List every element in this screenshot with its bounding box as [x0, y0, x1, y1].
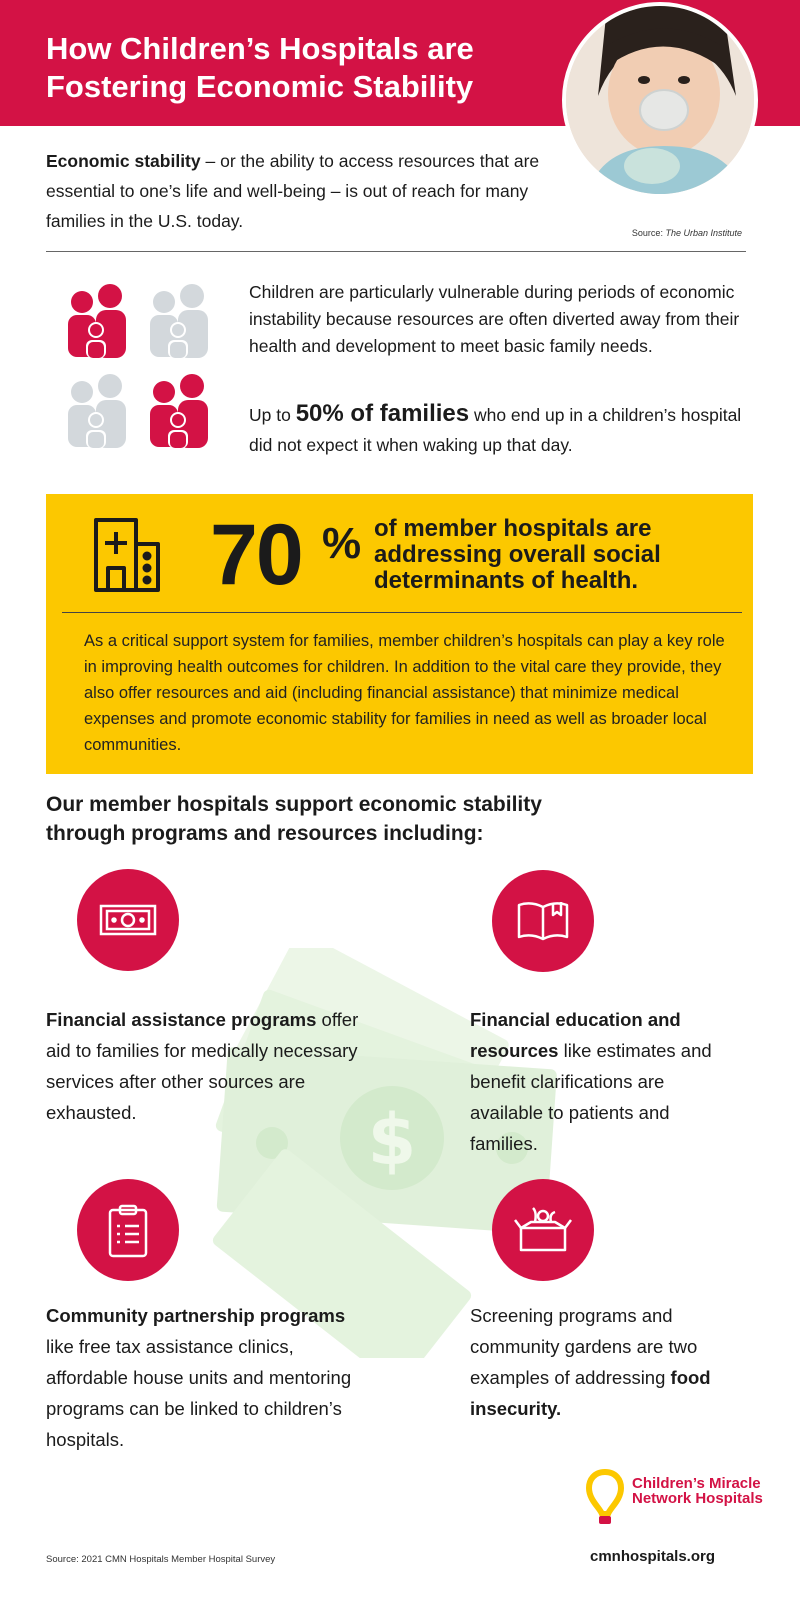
programs-heading: Our member hospitals support economic stability through programs and resources including:	[46, 793, 542, 845]
intro-text: – or the ability to access resources that are essential to one’s life and well-being – is out of reach for many families in the U.S. today.	[46, 151, 540, 231]
program-text: offer aid to families for medically necessary services after other sources are exhausted.	[46, 1009, 359, 1123]
families-stat-prefix: Up to	[249, 405, 296, 425]
food-box-icon	[513, 1200, 573, 1260]
program-icon-circle	[492, 870, 594, 972]
program-financial-education	[470, 1004, 740, 1159]
hospital-building-icon	[92, 516, 162, 594]
child-photo	[562, 2, 758, 198]
program-icon-circle	[77, 869, 179, 971]
intro-source-name: The Urban Institute	[665, 228, 742, 238]
balloon-logo-icon	[586, 1468, 624, 1532]
families-stat-highlight: 50% of families	[295, 400, 470, 427]
intro-paragraph	[46, 146, 546, 236]
divider	[62, 612, 742, 613]
program-title: food insecurity.	[470, 1367, 711, 1419]
svg-text:$: $	[367, 1099, 417, 1181]
logo-wordmark: Children’s Miracle Network Hospitals	[632, 1475, 763, 1507]
stat-label: of member hospitals are addressing overall social determinants of health.	[374, 515, 661, 594]
family-figure-grey	[150, 284, 208, 358]
families-stat	[249, 399, 749, 460]
program-food-insecurity	[470, 1300, 760, 1424]
stat-percent-sign: %	[322, 519, 362, 568]
footer-source: Source: 2021 CMN Hospitals Member Hospital Survey	[46, 1554, 276, 1565]
intro-source-prefix: Source:	[631, 228, 666, 238]
program-title: Financial assistance programs	[46, 1009, 317, 1030]
family-figure-grey	[68, 374, 126, 448]
program-financial-assistance	[46, 1004, 376, 1128]
stat-percent-number: 70	[210, 507, 302, 603]
page-title: How Children’s Hospitals are Fostering Economic Stability	[46, 31, 474, 104]
book-icon	[513, 891, 573, 951]
program-text: like estimates and benefit clarifications are available to patients and families.	[470, 1040, 712, 1154]
family-figure-red	[150, 374, 208, 448]
program-text: Screening programs and community gardens are two examples of addressing	[470, 1305, 698, 1388]
program-title: Community partnership programs	[46, 1305, 346, 1326]
program-icon-circle	[492, 1179, 594, 1281]
families-stat-suffix: who end up in a children’s hospital did not expect it when waking up that day.	[249, 405, 742, 455]
highlight-paragraph: As a critical support system for families, member children’s hospitals can play a key role in improving health outcomes for children. In addition to the vital care they provide, they also offer resources and aid (including financial assistance) that minimize medical expenses and promote economic stability for families in need as well as broader local communities.	[84, 632, 725, 754]
program-title: Financial education and resources	[470, 1009, 681, 1061]
program-community-partnership	[46, 1300, 376, 1455]
family-figure-red	[68, 284, 126, 358]
money-bill-icon	[98, 890, 158, 950]
intro-source	[540, 228, 742, 238]
program-icon-circle	[77, 1179, 179, 1281]
website-link[interactable]: cmnhospitals.org	[590, 1548, 716, 1565]
program-text: like free tax assistance clinics, affordable house units and mentoring programs can be linked to children’s hospitals.	[46, 1336, 352, 1450]
vulnerability-paragraph: Children are particularly vulnerable during periods of economic instability because resources are often diverted away from their health and development to meet basic family needs.	[249, 282, 740, 356]
families-icon	[64, 282, 218, 452]
intro-term: Economic stability	[46, 151, 201, 171]
divider	[46, 251, 746, 252]
clipboard-icon	[98, 1200, 158, 1260]
